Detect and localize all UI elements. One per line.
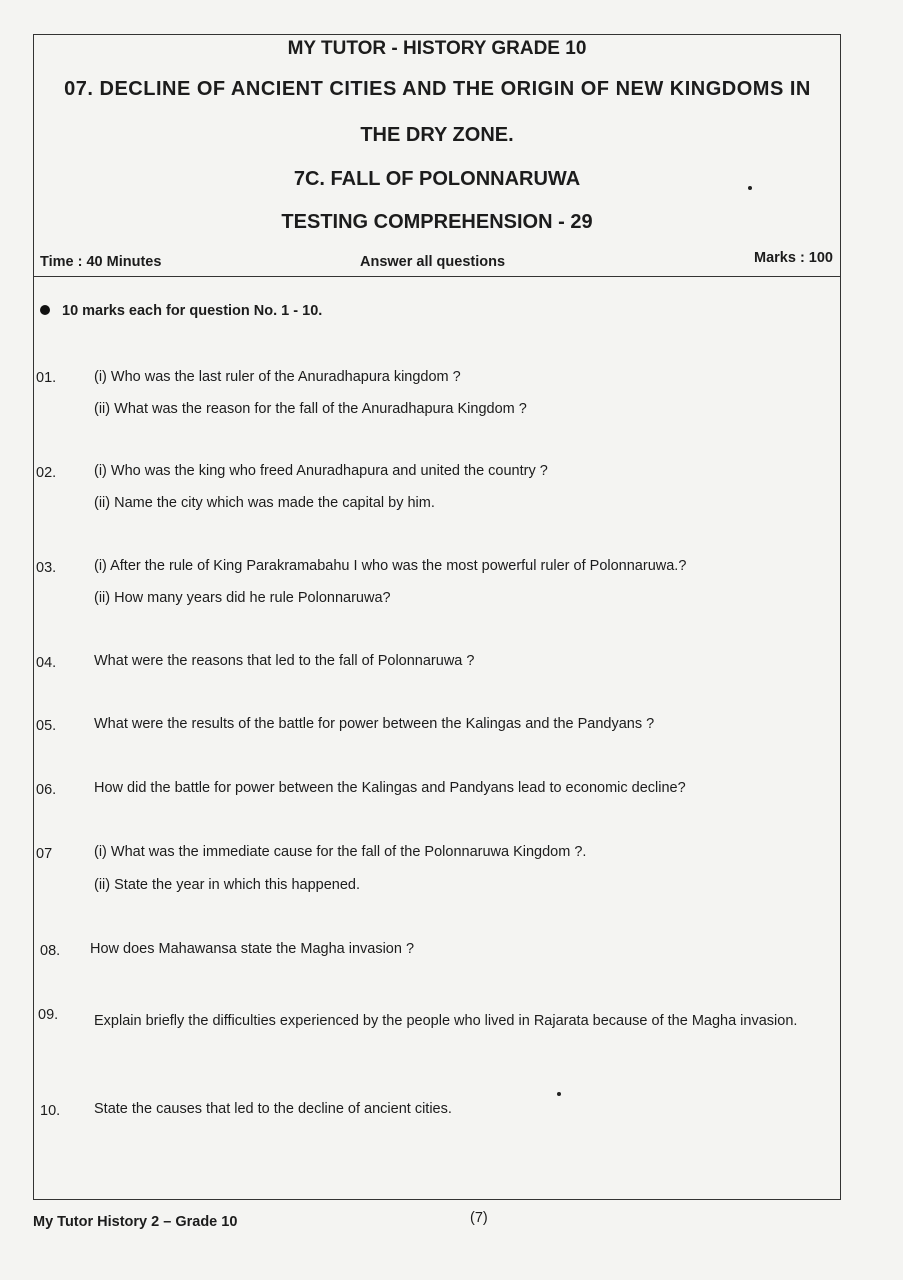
instruction: Answer all questions [360, 254, 506, 270]
question-number: 05. [36, 718, 57, 734]
question-number: 03. [36, 560, 57, 576]
lesson-title-continued: THE DRY ZONE. [360, 124, 514, 146]
lesson-title: 07. DECLINE OF ANCIENT CITIES AND THE ORIGIN OF NEW KINGDOMS IN [64, 78, 811, 100]
question-number: 02. [36, 465, 57, 481]
marks-note [40, 303, 322, 319]
question-number: 06. [36, 782, 57, 798]
question-text: What were the results of the battle for power between the Kalingas and the Pandyans ? [94, 716, 655, 732]
question-number: 04. [36, 655, 57, 671]
question-number: 10. [40, 1103, 61, 1119]
total-marks: Marks : 100 [754, 250, 833, 266]
stray-mark [557, 1092, 561, 1096]
question-text: Explain briefly the difficulties experienced by the people who lived in Rajarata because of the Magha invasion. [94, 1013, 798, 1029]
question-number: 08. [40, 943, 61, 959]
page-number: (7) [470, 1210, 488, 1226]
question-part: (i) After the rule of King Parakramabahu I who was the most powerful ruler of Polonnaruwa.? [94, 558, 687, 574]
question-text: How did the battle for power between the Kalingas and Pandyans lead to economic decline? [94, 780, 686, 796]
question-number: 07 [36, 846, 53, 862]
book-title: My Tutor History 2 – Grade 10 [33, 1214, 238, 1230]
question-number: 09. [38, 1007, 59, 1023]
question-text: State the causes that led to the decline of ancient cities. [94, 1101, 452, 1117]
stray-mark [748, 186, 752, 190]
question-part: (i) Who was the last ruler of the Anuradhapura kingdom ? [94, 369, 461, 385]
section-title: 7C. FALL OF POLONNARUWA [293, 168, 581, 190]
question-part: (ii) What was the reason for the fall of the Anuradhapura Kingdom ? [94, 401, 527, 417]
time-limit: Time : 40 Minutes [40, 254, 162, 270]
question-part: (ii) State the year in which this happened. [94, 877, 360, 893]
worksheet-title: MY TUTOR - HISTORY GRADE 10 [287, 38, 587, 59]
question-part: (i) What was the immediate cause for the fall of the Polonnaruwa Kingdom ?. [94, 844, 587, 860]
question-number: 01. [36, 370, 57, 386]
question-part: (ii) How many years did he rule Polonnaruwa? [94, 590, 391, 606]
question-part: (ii) Name the city which was made the capital by him. [94, 495, 435, 511]
bullet-icon [40, 305, 50, 315]
test-title: TESTING COMPREHENSION - 29 [281, 211, 593, 233]
marks-note-text: 10 marks each for question No. 1 - 10. [62, 303, 323, 319]
question-part: (i) Who was the king who freed Anuradhapura and united the country ? [94, 463, 548, 479]
question-text: How does Mahawansa state the Magha invasion ? [90, 941, 415, 957]
header-divider [33, 276, 841, 277]
question-text: What were the reasons that led to the fall of Polonnaruwa ? [94, 653, 475, 669]
